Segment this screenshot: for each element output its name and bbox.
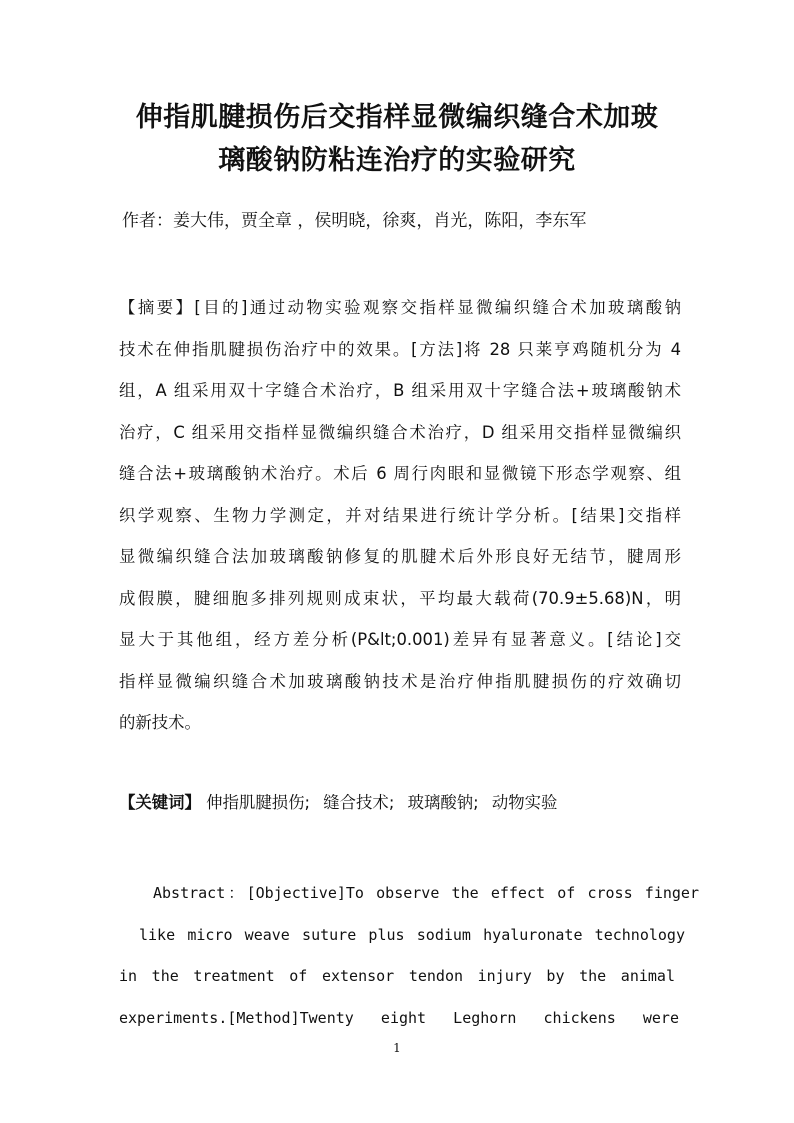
abstract-cn-line: 织学观察、生物力学测定，并对结果进行统计学分析。[结果]交指样: [119, 505, 681, 525]
english-abstract: [119, 873, 699, 1039]
paper-title: [100, 96, 694, 182]
abstract-en-line: in the treatment of extensor tendon injury by the animal: [119, 967, 675, 985]
page-number: 1: [393, 1041, 401, 1055]
title-line-2: 璃酸钠防粘连治疗的实验研究: [218, 145, 576, 176]
author-list: 作者：姜大伟，贾全章 ，侯明晓，徐爽，肖光，陈阳，李东军: [122, 211, 587, 231]
abstract-cn-line: 成假膜，腱细胞多排列规则成束状，平均最大载荷(70.9±5.68)N，明: [119, 588, 681, 608]
abstract-cn-line: 显大于其他组，经方差分析(P&lt;0.001)差异有显著意义。[结论]交: [119, 630, 681, 649]
abstract-cn-line: 【摘要】[目的]通过动物实验观察交指样显微编织缝合术加玻璃酸钠: [119, 298, 681, 317]
abstract-cn-line: 技术在伸指肌腱损伤治疗中的效果。[方法]将 28 只莱亨鸡随机分为 4: [119, 339, 681, 359]
abstract-cn-line: 的新技术。: [119, 713, 201, 732]
keyword: 缝合技术;: [323, 793, 395, 812]
abstract-en-line: Abstract：[Objective]To observe the effect of cross finger: [153, 884, 699, 902]
abstract-cn-line: 指样显微编织缝合术加玻璃酸钠技术是治疗伸指肌腱损伤的疗效确切: [119, 671, 681, 691]
keyword: 伸指肌腱损伤;: [206, 793, 311, 812]
abstract-cn-line: 组，A 组采用双十字缝合术治疗，B 组采用双十字缝合法+玻璃酸钠术: [119, 381, 681, 400]
keywords-section: [119, 789, 565, 817]
chinese-abstract: [119, 287, 681, 744]
keyword: 动物实验: [491, 793, 558, 812]
keyword: 玻璃酸钠;: [407, 793, 479, 812]
abstract-cn-line: 治疗，C 组采用交指样显微编织缝合术治疗，D 组采用交指样显微编织: [119, 422, 681, 442]
keywords-label: 【关键词】: [119, 793, 201, 812]
abstract-cn-line: 显微编织缝合法加玻璃酸钠修复的肌腱术后外形良好无结节，腱周形: [119, 547, 681, 566]
abstract-en-line: like micro weave suture plus sodium hyaluronate technology: [139, 925, 685, 944]
abstract-cn-line: 缝合法+玻璃酸钠术治疗。术后 6 周行肉眼和显微镜下形态学观察、组: [119, 464, 681, 483]
abstract-en-line: experiments.[Method]Twenty eight Leghorn chickens were: [119, 1008, 679, 1027]
title-line-1: 伸指肌腱损伤后交指样显微编织缝合术加玻: [135, 102, 659, 133]
